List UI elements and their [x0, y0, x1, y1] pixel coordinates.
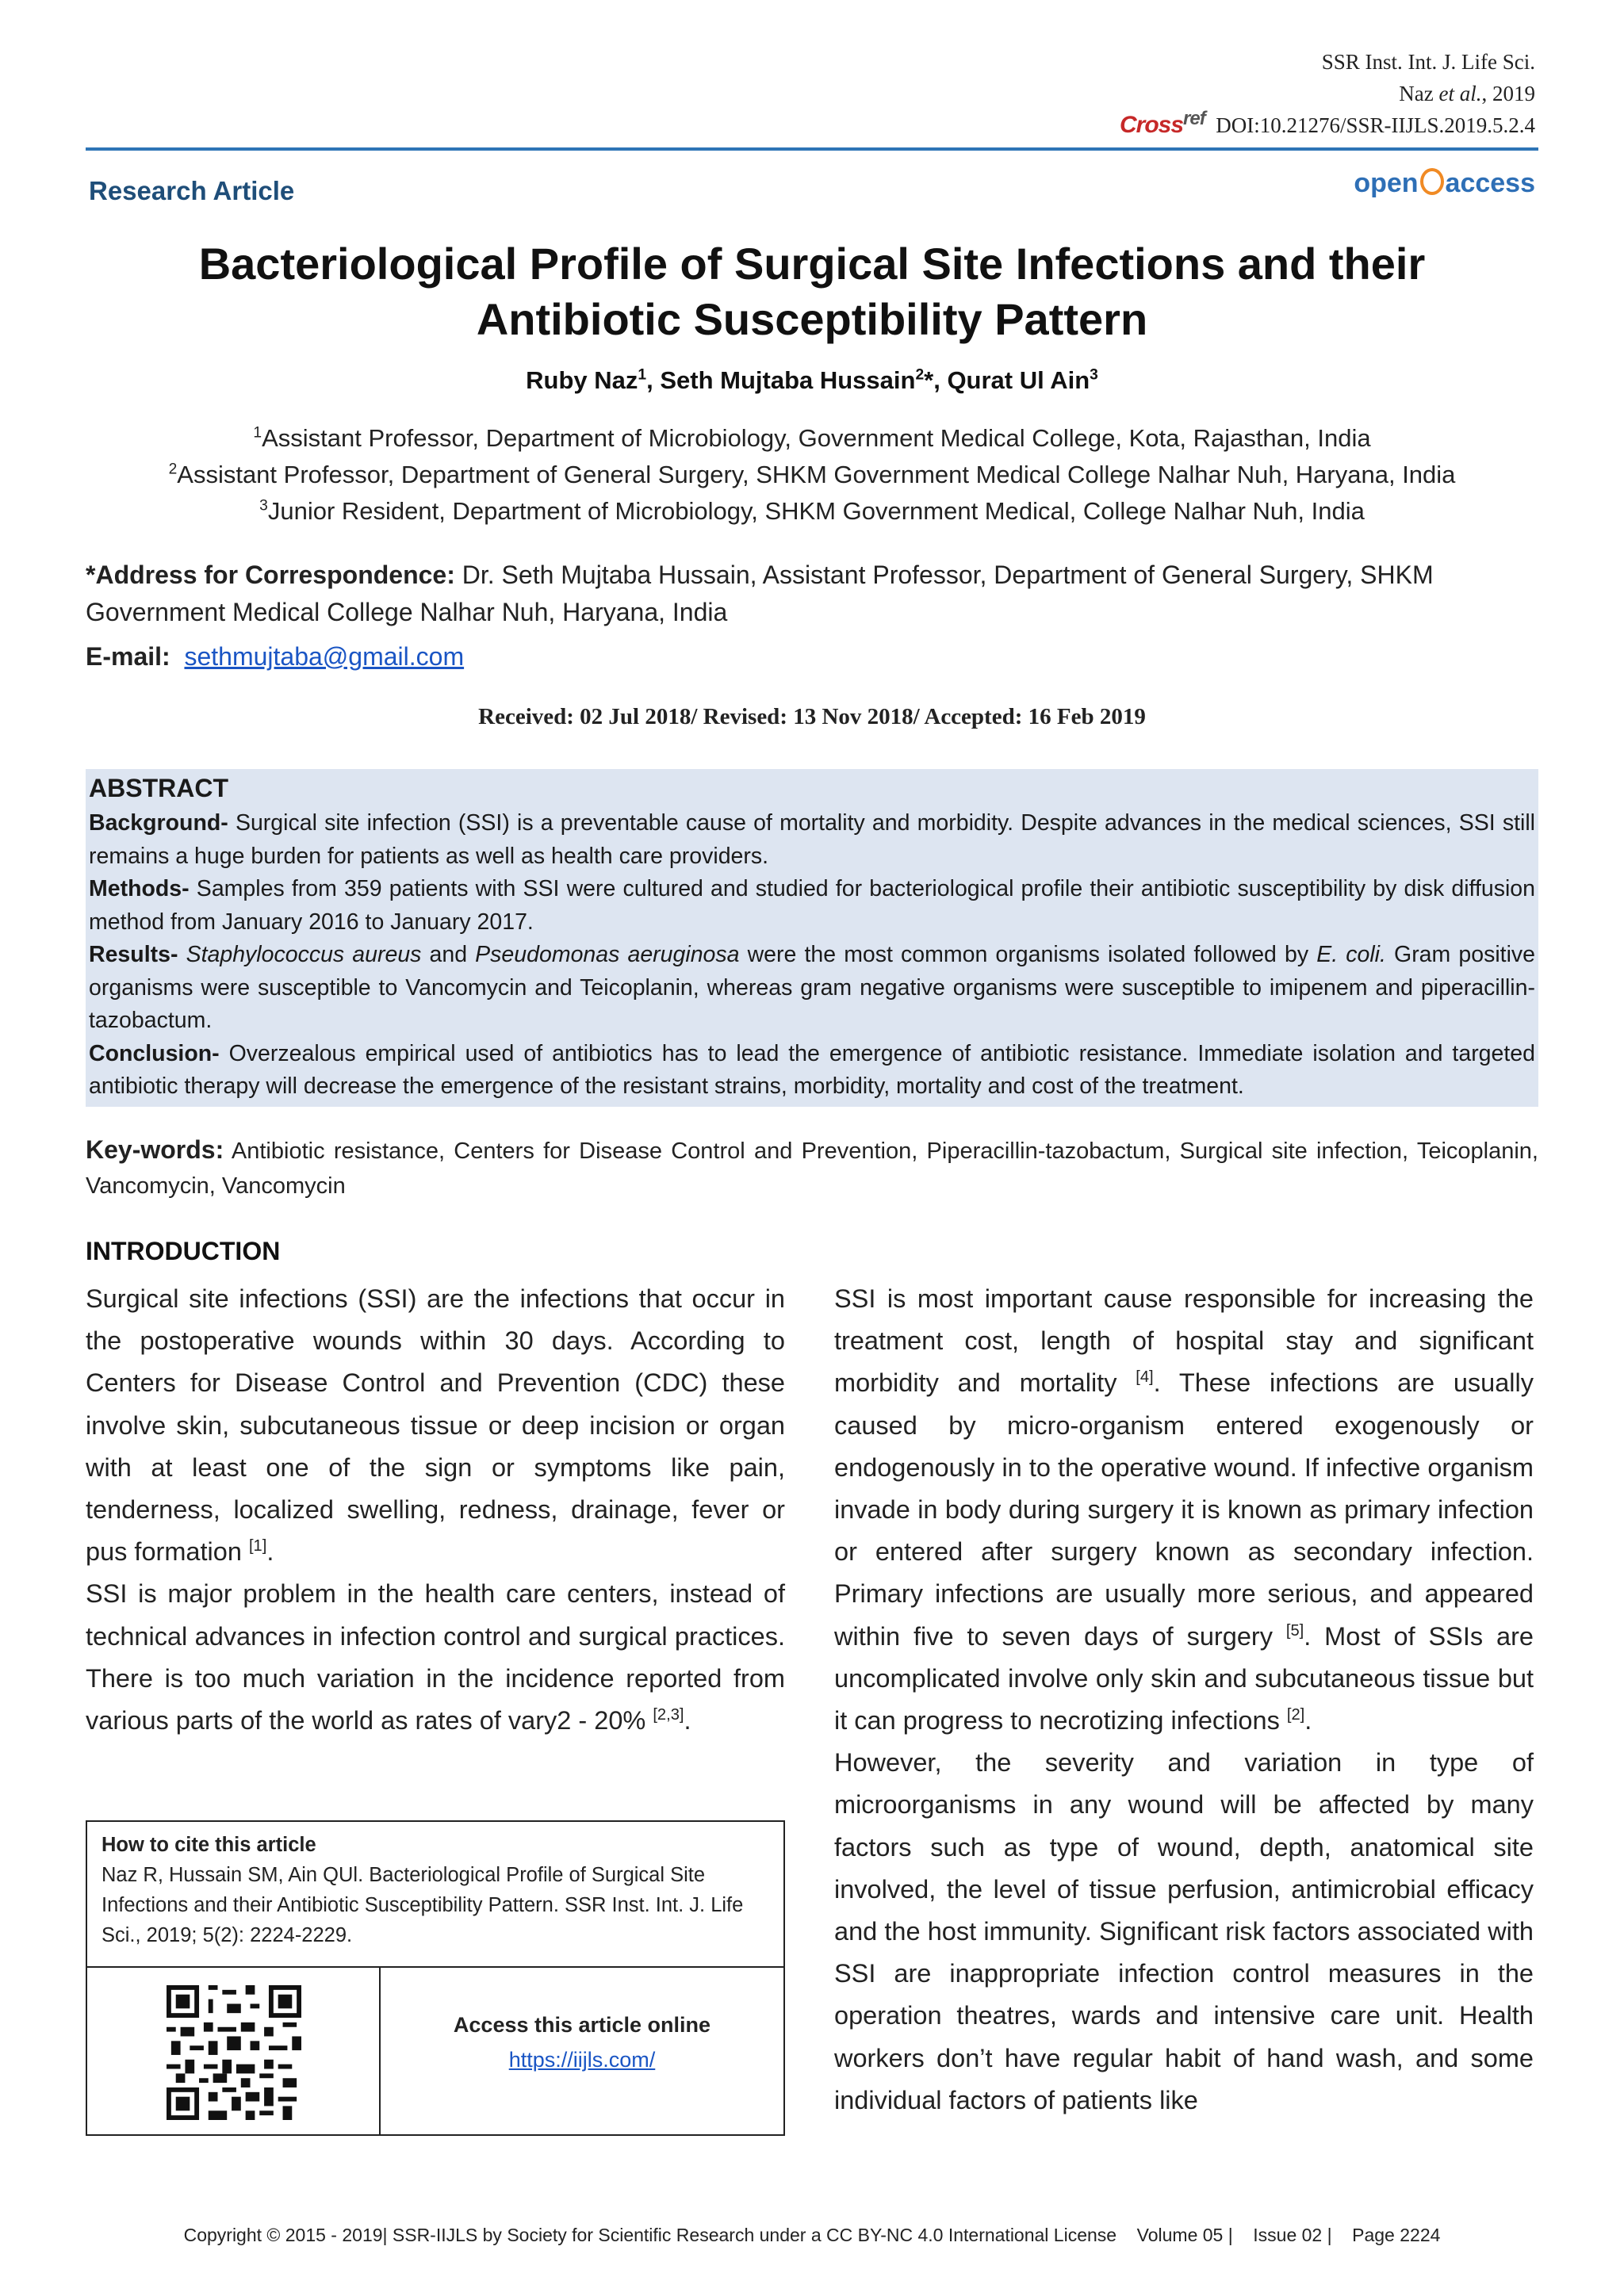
author-year: Naz et al., 2019 — [1399, 82, 1535, 105]
doi[interactable]: DOI:10.21276/SSR-IIJLS.2019.5.2.4 — [1216, 113, 1535, 137]
correspondence: *Address for Correspondence: Dr. Seth Mujtaba Hussain, Assistant Professor, Department of General Surgery, SHKM Government Medical College Nalhar Nuh, Haryana, India — [86, 561, 1434, 626]
author: Ruby Naz — [526, 366, 638, 394]
doi-line — [1120, 109, 1535, 143]
citation-ref[interactable]: [5] — [1285, 1621, 1304, 1640]
citation-ref[interactable]: [4] — [1136, 1368, 1154, 1387]
citation-ref[interactable]: [2,3] — [653, 1706, 684, 1724]
paragraph: SSI is major problem in the health care centers, instead of technical advances in infection control and surgical practices. There is too much variation in the incidence reported from various parts of the world as rates of vary2 - 20% [2,3]. — [86, 1579, 785, 1735]
body-column-right — [834, 1278, 1534, 2122]
citation-ref[interactable]: [1] — [248, 1537, 267, 1556]
author: Seth Mujtaba Hussain — [660, 366, 916, 394]
access-url-link[interactable]: https://iijls.com/ — [508, 2048, 656, 2072]
citation-ref[interactable]: [2] — [1286, 1706, 1305, 1724]
paragraph: SSI is most important cause responsible for increasing the treatment cost, length of hospital stay and significant morbidity and mortality [4]. These infections are usually caused by micro-organism entered exogenously or endogenously in to the operative wound. If infective organism invade in body during surgery it is known as primary infection or entered after surgery known as secondary infection. Primary infections are usually more serious, and appeared within five to seven days of surgery [5]. Most of SSIs are uncomplicated involve only skin and subcutaneous tissue but it can progress to necrotizing infections [2]. — [834, 1284, 1534, 1735]
affiliation: $^3$Junior Resident, Department of Microbiology, SHKM Government Medical, College Nalhar Nuh, India — [259, 497, 1365, 525]
header-divider — [86, 147, 1538, 151]
paragraph: Surgical site infections (SSI) are the infections that occur in the postoperative wounds within 30 days. According to Centers for Disease Control and Prevention (CDC) these involve skin, subcutaneous tissue or deep incision or organ with at least one of the sign or symptoms like pain, tenderness, localized swelling, redness, drainage, fever or pus formation [1]. — [86, 1284, 785, 1567]
cite-box — [86, 1820, 785, 2136]
open-access-icon — [1420, 168, 1444, 195]
abstract-background: Background- Surgical site infection (SSI) is a preventable cause of mortality and morbidity. Despite advances in the medical sciences, SSI still remains a huge burden for patients as well as health care providers. — [89, 810, 1535, 869]
email-line: E-mail: sethmujtaba@gmail.com — [86, 642, 465, 671]
journal-name: SSR Inst. Int. J. Life Sci. — [1321, 50, 1535, 74]
author-list: Ruby Naz$^1$, Seth Mujtaba Hussain$^2$*, Qurat Ul Ain$^3$ — [526, 366, 1098, 394]
page-footer: Copyright © 2015 - 2019| SSR-IIJLS by Society for Scientific Research under a CC BY-NC 4.0 International License Volume 05 | Issue 02 | Page 2224 — [183, 2225, 1441, 2245]
access-cell — [381, 1968, 783, 2136]
affiliations — [86, 420, 1538, 530]
article-dates: Received: 02 Jul 2018/ Revised: 13 Nov 2018/ Accepted: 16 Feb 2019 — [478, 704, 1146, 729]
paragraph: However, the severity and variation in type of microorganisms in any wound will be affected by many factors such as type of wound, depth, anatomical site involved, the level of tissue perfusion, antimicrobial efficacy and the host immunity. Significant risk factors associated with SSI are inappropriate infection control measures in the operation theatres, wards and intensive care unit. Health workers don’t have regular habit of hand wash, and some individual factors of patients like — [834, 1748, 1534, 2114]
access-label: Access this article online — [453, 2013, 711, 2037]
author: Qurat Ul Ain — [947, 366, 1090, 394]
qr-cell — [87, 1968, 381, 2136]
cite-text: Naz R, Hussain SM, Ain QUl. Bacteriological Profile of Surgical Site Infections and their Antibiotic Susceptibility Pattern. SSR Inst. Int. J. Life Sci., 2019; 5(2): 2224-2229. — [102, 1864, 744, 1946]
abstract-results: Results- Staphylococcus aureus and Pseudomonas aeruginosa were the most common organisms isolated followed by E. coli. Gram positive organisms were susceptible to Vancomycin and Teicoplanin, whereas gram negative organisms were susceptible to imipenem and piperacillin-tazobactum. — [89, 942, 1536, 1033]
abstract-conclusion: Conclusion- Overzealous empirical used of antibiotics has to lead the emergence of antibiotic resistance. Immediate isolation and targeted antibiotic therapy will decrease the emergence of the resistant strains, morbidity, mortality and cost of the treatment. — [89, 1040, 1535, 1099]
section-heading-introduction: INTRODUCTION — [86, 1237, 281, 1265]
article-title: Bacteriological Profile of Surgical Site Infections and their Antibiotic Susceptibility Pattern — [198, 239, 1426, 344]
crossref-logo: Cross$^{ref}$ — [1119, 108, 1205, 138]
cite-text-cell — [87, 1822, 783, 1968]
abstract-methods: Methods- Samples from 359 patients with SSI were cultured and studied for bacteriological profile their antibiotic susceptibility by disk diffusion method from January 2016 to January 2017. — [89, 876, 1535, 935]
article-type: Research Article — [89, 176, 295, 205]
journal-header — [1120, 46, 1535, 143]
email-link[interactable]: sethmujtaba@gmail.com — [184, 642, 465, 671]
open-access-logo: open access — [1354, 168, 1535, 198]
affiliation: $^1$Assistant Professor, Department of Microbiology, Government Medical College, Kota, Rajasthan, India — [253, 424, 1371, 452]
qr-code-icon[interactable] — [167, 1985, 301, 2120]
cite-heading: How to cite this article — [102, 1834, 316, 1856]
abstract-box — [86, 769, 1538, 1107]
affiliation: $^2$Assistant Professor, Department of General Surgery, SHKM Government Medical College Nalhar Nuh, Haryana, India — [168, 461, 1456, 488]
body-column-left — [86, 1278, 785, 1742]
abstract-heading: ABSTRACT — [89, 774, 228, 802]
keywords: Key-words: Antibiotic resistance, Centers for Disease Control and Prevention, Piperacillin-tazobactum, Surgical site infection, Teicoplanin, Vancomycin, Vancomycin — [86, 1135, 1538, 1199]
